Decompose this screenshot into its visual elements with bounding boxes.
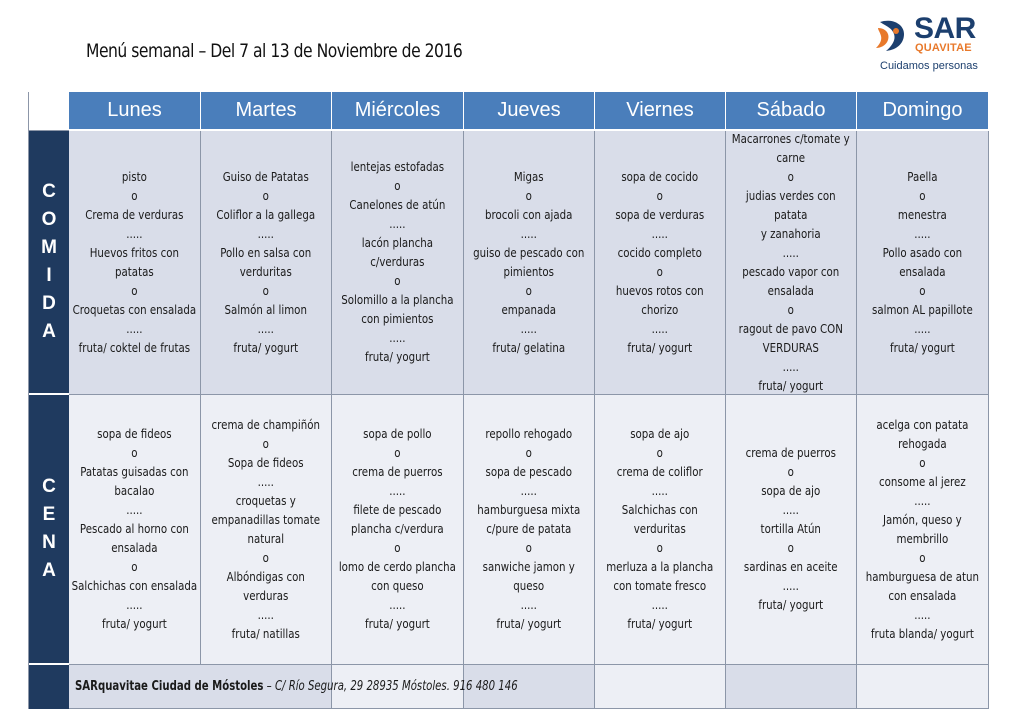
day-header-sabado: Sábado (726, 92, 857, 131)
logo-mark-icon (874, 18, 908, 54)
footer-side-block (29, 665, 69, 709)
sarquavitae-logo (874, 12, 986, 78)
day-header-jueves: Jueves (464, 92, 595, 131)
comida-cell-jueves (464, 131, 595, 395)
comida-letter: M (41, 237, 57, 258)
meal-text: Migas o brocoli con ajada ..... guiso de pescado con pimientos o empanada ..... fruta/ gelatina (473, 169, 585, 356)
comida-cell-lunes (69, 131, 201, 395)
day-header-martes: Martes (201, 92, 332, 131)
meal-text: sopa de fideos o Patatas guisadas con bacalao ..... Pescado al horno con ensalada o Salchichas con ensalada ..... fruta/ yogurt (71, 427, 198, 632)
meal-text: crema de puerros o sopa de ajo ..... tortilla Atún o sardinas en aceite ..... fruta/ yogurt (744, 446, 838, 613)
comida-letter: I (46, 265, 52, 286)
meal-text: crema de champiñón o Sopa de fideos ..... croquetas y empanadillas tomate natural o Albóndigas con verduras ..... fruta/ natillas (211, 417, 321, 642)
footer-address-bar (69, 665, 518, 709)
comida-cell-miercoles (332, 131, 464, 395)
logo-brand-text: QUAVITAE (915, 42, 972, 54)
comida-cell-sabado (726, 131, 857, 395)
day-header-viernes: Viernes (595, 92, 726, 131)
cena-cell-lunes (69, 395, 201, 665)
footer-empty-cell (595, 665, 726, 709)
cena-cell-martes (201, 395, 332, 665)
comida-letter: D (42, 293, 56, 314)
comida-letter: O (41, 209, 57, 230)
day-header-miercoles: Miércoles (332, 92, 464, 131)
meal-text: sopa de pollo o crema de puerros ..... filete de pescado plancha c/verdura o lomo de cerdo plancha con queso ..... fruta/ yogurt (338, 427, 457, 632)
weekly-menu-table (28, 92, 988, 709)
meal-text: lentejas estofadas o Canelones de atún ..... lacón plancha c/verduras o Solomillo a la plancha con pimientos ..... fruta/ yogurt (341, 160, 454, 365)
cena-letter: C (42, 476, 56, 497)
cena-cell-viernes (595, 395, 726, 665)
cena-cell-jueves (464, 395, 595, 665)
logo-tagline: Cuidamos personas (880, 60, 978, 72)
meal-text: repollo rehogado o sopa de pescado ..... hamburguesa mixta c/pure de patata o sanwiche jamon y queso ..... fruta/ yogurt (477, 427, 581, 632)
footer-address: C/ Río Segura, 29 28935 Móstoles. 916 480 146 (274, 679, 518, 694)
meal-text: Guiso de Patatas o Coliflor a la gallega ..... Pollo en salsa con verduritas o Salmón al limon ..... fruta/ yogurt (216, 169, 316, 356)
footer-center-name: SARquavitae Ciudad de Móstoles (75, 679, 264, 694)
footer-empty-cell (857, 665, 989, 709)
meal-text: sopa de ajo o crema de coliflor ..... Salchichas con verduritas o merluza a la plancha con tomate fresco ..... fruta/ yogurt (606, 427, 714, 632)
page-title: Menú semanal – Del 7 al 13 de Noviembre de 2016 (86, 40, 463, 62)
meal-text: pisto o Crema de verduras ..... Huevos fritos con patatas o Croquetas con ensalada ..... fruta/ coktel de frutas (72, 169, 197, 356)
comida-row-label (29, 131, 69, 395)
logo-sar-text: SAR (914, 12, 976, 45)
footer-separator: – (263, 679, 275, 694)
comida-letter: C (42, 181, 56, 202)
cena-letter: A (42, 560, 56, 581)
table-corner (29, 92, 69, 131)
cena-cell-domingo (857, 395, 989, 665)
meal-text: Paella o menestra ..... Pollo asado con ensalada o salmon AL papillote ..... fruta/ yogurt (872, 169, 973, 356)
comida-cell-domingo (857, 131, 989, 395)
comida-cell-viernes (595, 131, 726, 395)
day-header-domingo: Domingo (857, 92, 989, 131)
footer-text (75, 679, 518, 694)
day-header-lunes: Lunes (69, 92, 201, 131)
cena-row-label (29, 395, 69, 665)
cena-cell-miercoles (332, 395, 464, 665)
comida-letter: A (42, 321, 56, 342)
comida-cell-martes (201, 131, 332, 395)
cena-cell-sabado (726, 395, 857, 665)
meal-text: acelga con patata rehogada o consome al jerez ..... Jamón, queso y membrillo o hamburguesa de atun con ensalada ..... fruta blanda/ yogurt (865, 417, 980, 642)
meal-text: Macarrones c/tomate y carne o judias verdes con patata y zanahoria ..... pescado vapor con ensalada o ragout de pavo CON VERDURAS ..... fruta/ yogurt (732, 131, 850, 394)
meal-text: sopa de cocido o sopa de verduras ..... cocido completo o huevos rotos con chorizo ..... fruta/ yogurt (615, 169, 705, 356)
cena-letter: N (42, 532, 56, 553)
footer-empty-cell (726, 665, 857, 709)
cena-letter: E (42, 504, 56, 525)
